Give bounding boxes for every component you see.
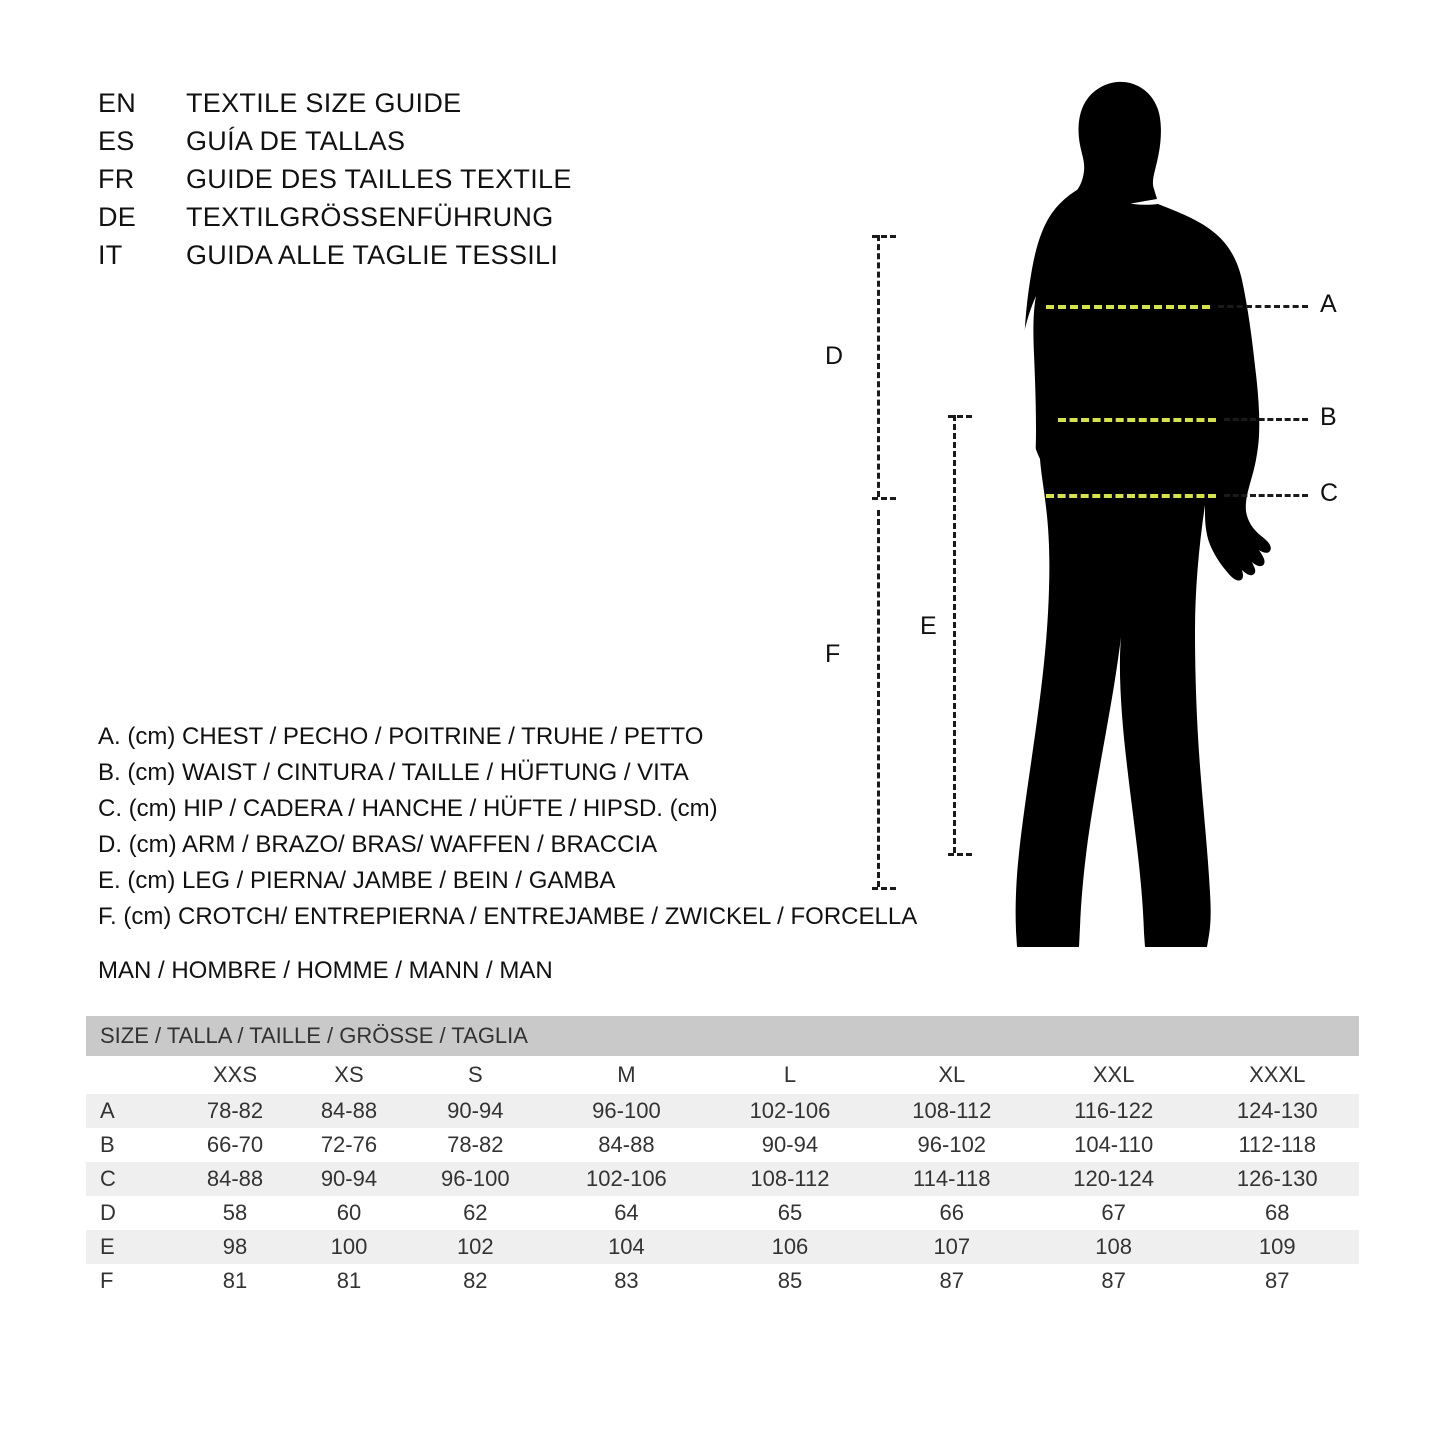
cell-d-xxl: 67 [1032,1196,1196,1230]
cell-c-xl: 114-118 [872,1162,1032,1196]
cell-e-xxs: 98 [178,1230,292,1264]
table-row [86,1264,1359,1298]
cell-b-xs: 72-76 [292,1128,406,1162]
title-row-en [98,88,718,126]
cell-d-xs: 60 [292,1196,406,1230]
cell-e-xxxl: 109 [1195,1230,1359,1264]
table-row [86,1162,1359,1196]
cell-a-xxl: 116-122 [1032,1094,1196,1128]
cell-f-l: 85 [708,1264,872,1298]
cell-c-s: 96-100 [406,1162,545,1196]
cell-e-m: 104 [545,1230,709,1264]
row-label-a: A [86,1094,178,1128]
cell-a-xxs: 78-82 [178,1094,292,1128]
title-lang-it: IT [98,240,123,270]
cell-f-m: 83 [545,1264,709,1298]
title-text-de: TEXTILGRÖSSENFÜHRUNG [186,202,554,232]
cell-a-xxxl: 124-130 [1195,1094,1359,1128]
title-text-fr: GUIDE DES TAILLES TEXTILE [186,164,572,194]
table-row [86,1196,1359,1230]
legend-item-a: A. (cm) CHEST / PECHO / POITRINE / TRUHE / PETTO [98,723,704,750]
chest-lead-line [1218,305,1308,308]
legend-item-f: F. (cm) CROTCH/ ENTREPIERNA / ENTREJAMBE / ZWICKEL / FORCELLA [98,903,918,930]
gender-label: MAN / HOMBRE / HOMME / MANN / MAN [98,957,553,984]
cell-c-m: 102-106 [545,1162,709,1196]
row-label-d: D [86,1196,178,1230]
measurement-legend [98,723,918,939]
cell-b-s: 78-82 [406,1128,545,1162]
cell-a-xs: 84-88 [292,1094,406,1128]
title-row-it [98,240,718,278]
cell-f-xxs: 81 [178,1264,292,1298]
cell-e-l: 106 [708,1230,872,1264]
cell-b-xl: 96-102 [872,1128,1032,1162]
legend-item-b: B. (cm) WAIST / CINTURA / TAILLE / HÜFTUNG / VITA [98,759,689,786]
cell-f-s: 82 [406,1264,545,1298]
cell-e-xl: 107 [872,1230,1032,1264]
title-row-de [98,202,718,240]
crotch-bracket-bottom-tick [872,887,896,890]
cell-e-s: 102 [406,1230,545,1264]
cell-d-xxs: 58 [178,1196,292,1230]
column-header-xxl: XXL [1032,1056,1196,1094]
table-columns-row [86,1056,1359,1094]
table-row [86,1128,1359,1162]
cell-a-xl: 108-112 [872,1094,1032,1128]
legend-item-e: E. (cm) LEG / PIERNA/ JAMBE / BEIN / GAMBA [98,867,616,894]
hip-measure-line [1046,494,1216,498]
table-header-row [86,1016,1359,1056]
cell-a-s: 90-94 [406,1094,545,1128]
cell-c-l: 108-112 [708,1162,872,1196]
cell-d-m: 64 [545,1196,709,1230]
arm-bracket-top-tick [872,235,896,238]
cell-a-m: 96-100 [545,1094,709,1128]
column-header-l: L [708,1056,872,1094]
column-header-xs: XS [292,1056,406,1094]
cell-f-xxxl: 87 [1195,1264,1359,1298]
cell-b-xxs: 66-70 [178,1128,292,1162]
cell-b-xxl: 104-110 [1032,1128,1196,1162]
body-diagram [820,60,1380,960]
size-table [86,1016,1359,1298]
column-header-s: S [406,1056,545,1094]
table-row [86,1230,1359,1264]
title-lang-fr: FR [98,164,135,194]
leg-bracket-bottom-tick [948,853,972,856]
cell-c-xs: 90-94 [292,1162,406,1196]
table-row [86,1094,1359,1128]
cell-c-xxxl: 126-130 [1195,1162,1359,1196]
callout-label-f: F [825,640,841,668]
callout-label-c: C [1320,479,1339,507]
cell-f-xxl: 87 [1032,1264,1196,1298]
legend-item-d: D. (cm) ARM / BRAZO/ BRAS/ WAFFEN / BRACCIA [98,831,658,858]
legend-item-c: C. (cm) HIP / CADERA / HANCHE / HÜFTE / HIPSD. (cm) [98,795,718,822]
cell-e-xs: 100 [292,1230,406,1264]
column-header-xxs: XXS [178,1056,292,1094]
chest-measure-line [1046,305,1210,309]
column-header-blank [86,1056,178,1094]
title-text-es: GUÍA DE TALLAS [186,126,406,156]
title-lang-en: EN [98,88,137,118]
waist-measure-line [1058,418,1216,422]
leg-bracket-vertical [953,415,956,853]
column-header-xl: XL [872,1056,1032,1094]
row-label-f: F [86,1264,178,1298]
cell-d-l: 65 [708,1196,872,1230]
cell-b-l: 90-94 [708,1128,872,1162]
cell-f-xs: 81 [292,1264,406,1298]
callout-label-e: E [920,612,937,640]
callout-label-b: B [1320,403,1337,431]
hip-lead-line [1224,494,1308,497]
cell-c-xxl: 120-124 [1032,1162,1196,1196]
cell-e-xxl: 108 [1032,1230,1196,1264]
row-label-c: C [86,1162,178,1196]
leg-bracket-top-tick [948,415,972,418]
title-text-it: GUIDA ALLE TAGLIE TESSILI [186,240,559,270]
arm-bracket-bottom-tick [872,497,896,500]
row-label-e: E [86,1230,178,1264]
cell-b-xxxl: 112-118 [1195,1128,1359,1162]
cell-d-s: 62 [406,1196,545,1230]
callout-label-d: D [825,342,844,370]
arm-bracket-vertical [877,235,880,497]
table-title: SIZE / TALLA / TAILLE / GRÖSSE / TAGLIA [86,1016,1359,1056]
title-block [98,88,718,278]
waist-lead-line [1224,418,1308,421]
cell-a-l: 102-106 [708,1094,872,1128]
male-silhouette-icon [820,60,1380,960]
crotch-bracket-vertical [877,510,880,887]
title-lang-es: ES [98,126,135,156]
title-row-es [98,126,718,164]
title-row-fr [98,164,718,202]
row-label-b: B [86,1128,178,1162]
cell-c-xxs: 84-88 [178,1162,292,1196]
column-header-xxxl: XXXL [1195,1056,1359,1094]
column-header-m: M [545,1056,709,1094]
cell-d-xl: 66 [872,1196,1032,1230]
title-lang-de: DE [98,202,137,232]
cell-b-m: 84-88 [545,1128,709,1162]
callout-label-a: A [1320,290,1337,318]
cell-f-xl: 87 [872,1264,1032,1298]
cell-d-xxxl: 68 [1195,1196,1359,1230]
title-text-en: TEXTILE SIZE GUIDE [186,88,462,118]
